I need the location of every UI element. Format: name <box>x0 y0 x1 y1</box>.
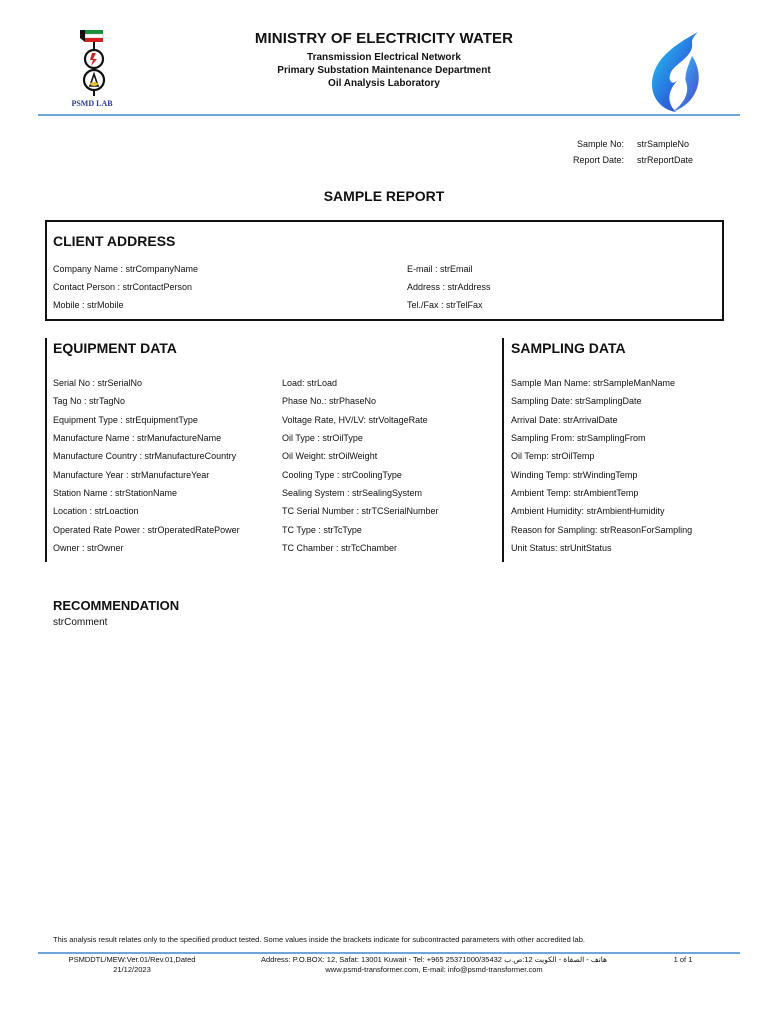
sampling-section-bar <box>502 338 504 562</box>
equipment-field: Operated Rate Power : strOperatedRatePower <box>53 525 240 535</box>
equipment-field: Oil Weight: strOilWeight <box>282 451 378 461</box>
equipment-field: Sealing System : strSealingSystem <box>282 488 423 498</box>
client-tel-fax: Tel./Fax : strTelFax <box>407 300 483 310</box>
equipment-field: Voltage Rate, HV/LV: strVoltageRate <box>282 415 428 425</box>
ministry-title: MINISTRY OF ELECTRICITY WATER <box>254 30 514 47</box>
equipment-field: TC Type : strTcType <box>282 525 362 535</box>
equipment-field: Location : strLoaction <box>53 506 139 516</box>
footer-disclaimer: This analysis result relates only to the specified product tested. Some values inside the brackets indicate for subcontracted parameters with other accredited lab. <box>53 935 585 944</box>
client-company-name: Company Name : strCompanyName <box>53 264 199 274</box>
client-address-title: CLIENT ADDRESS <box>53 233 176 249</box>
sampling-field: Arrival Date: strArrivalDate <box>511 415 618 425</box>
equipment-field: Tag No : strTagNo <box>53 396 126 406</box>
subtitle-network: Transmission Electrical Network <box>307 52 461 63</box>
footer-website-email: www.psmd-transformer.com, E-mail: info@psmd-transformer.com <box>325 965 543 974</box>
equipment-field: Manufacture Country : strManufactureCountry <box>53 451 237 461</box>
sampling-field: Sampling Date: strSamplingDate <box>511 396 642 406</box>
sample-no-value: strSampleNo <box>637 139 690 149</box>
client-mobile: Mobile : strMobile <box>53 300 124 310</box>
equipment-data-title: EQUIPMENT DATA <box>53 340 177 356</box>
footer-page-number: 1 of 1 <box>673 955 693 964</box>
footer-doc-date: 21/12/2023 <box>113 965 151 974</box>
report-title: SAMPLE REPORT <box>323 188 445 204</box>
sampling-field: Winding Temp: strWindingTemp <box>511 470 638 480</box>
client-address: Address : strAddress <box>407 282 491 292</box>
equipment-field: Manufacture Name : strManufactureName <box>53 433 222 443</box>
equipment-field: Load: strLoad <box>282 378 338 388</box>
sampling-field: Oil Temp: strOilTemp <box>511 451 595 461</box>
subtitle-department: Primary Substation Maintenance Department <box>277 65 491 76</box>
equipment-field: TC Serial Number : strTCSerialNumber <box>282 506 439 516</box>
equipment-section-bar <box>45 338 47 562</box>
flame-logo <box>646 30 706 114</box>
footer-doc-ref: PSMDDTL/MEW:Ver.01/Rev.01,Dated <box>68 955 196 964</box>
equipment-field: Station Name : strStationName <box>53 488 178 498</box>
client-email: E-mail : strEmail <box>407 264 473 274</box>
equipment-field: Cooling Type : strCoolingType <box>282 470 402 480</box>
sampling-data-title: SAMPLING DATA <box>511 340 626 356</box>
equipment-field: Serial No : strSerialNo <box>53 378 143 388</box>
sampling-field: Sampling From: strSamplingFrom <box>511 433 646 443</box>
equipment-field: Oil Type : strOilType <box>282 433 363 443</box>
footer-address: Address: P.O.BOX: 12, Safat: 13001 Kuwait - Tel: +965 25371000/35432 هاتف - الصفاة - الكويت 12:ص.ب <box>261 955 607 964</box>
sampling-field: Sample Man Name: strSampleManName <box>511 378 676 388</box>
recommendation-title: RECOMMENDATION <box>53 598 180 613</box>
report-date-label: Report Date: <box>572 155 624 165</box>
recommendation-comment: strComment <box>53 617 108 628</box>
sample-no-label: Sample No: <box>576 139 624 149</box>
equipment-field: Equipment Type : strEquipmentType <box>53 415 198 425</box>
equipment-field: TC Chamber : strTcChamber <box>282 543 398 553</box>
equipment-field: Manufacture Year : strManufactureYear <box>53 470 210 480</box>
footer-divider <box>38 952 740 954</box>
header-divider <box>38 114 740 116</box>
sampling-field: Ambient Humidity: strAmbientHumidity <box>511 506 665 516</box>
report-date-value: strReportDate <box>637 155 694 165</box>
equipment-field: Owner : strOwner <box>53 543 124 553</box>
equipment-field: Phase No.: strPhaseNo <box>282 396 377 406</box>
subtitle-laboratory: Oil Analysis Laboratory <box>328 78 440 89</box>
sampling-field: Unit Status: strUnitStatus <box>511 543 612 553</box>
sampling-field: Reason for Sampling: strReasonForSampling <box>511 525 693 535</box>
client-contact-person: Contact Person : strContactPerson <box>53 282 193 292</box>
logo-caption: PSMD LAB <box>71 99 113 108</box>
sampling-field: Ambient Temp: strAmbientTemp <box>511 488 639 498</box>
